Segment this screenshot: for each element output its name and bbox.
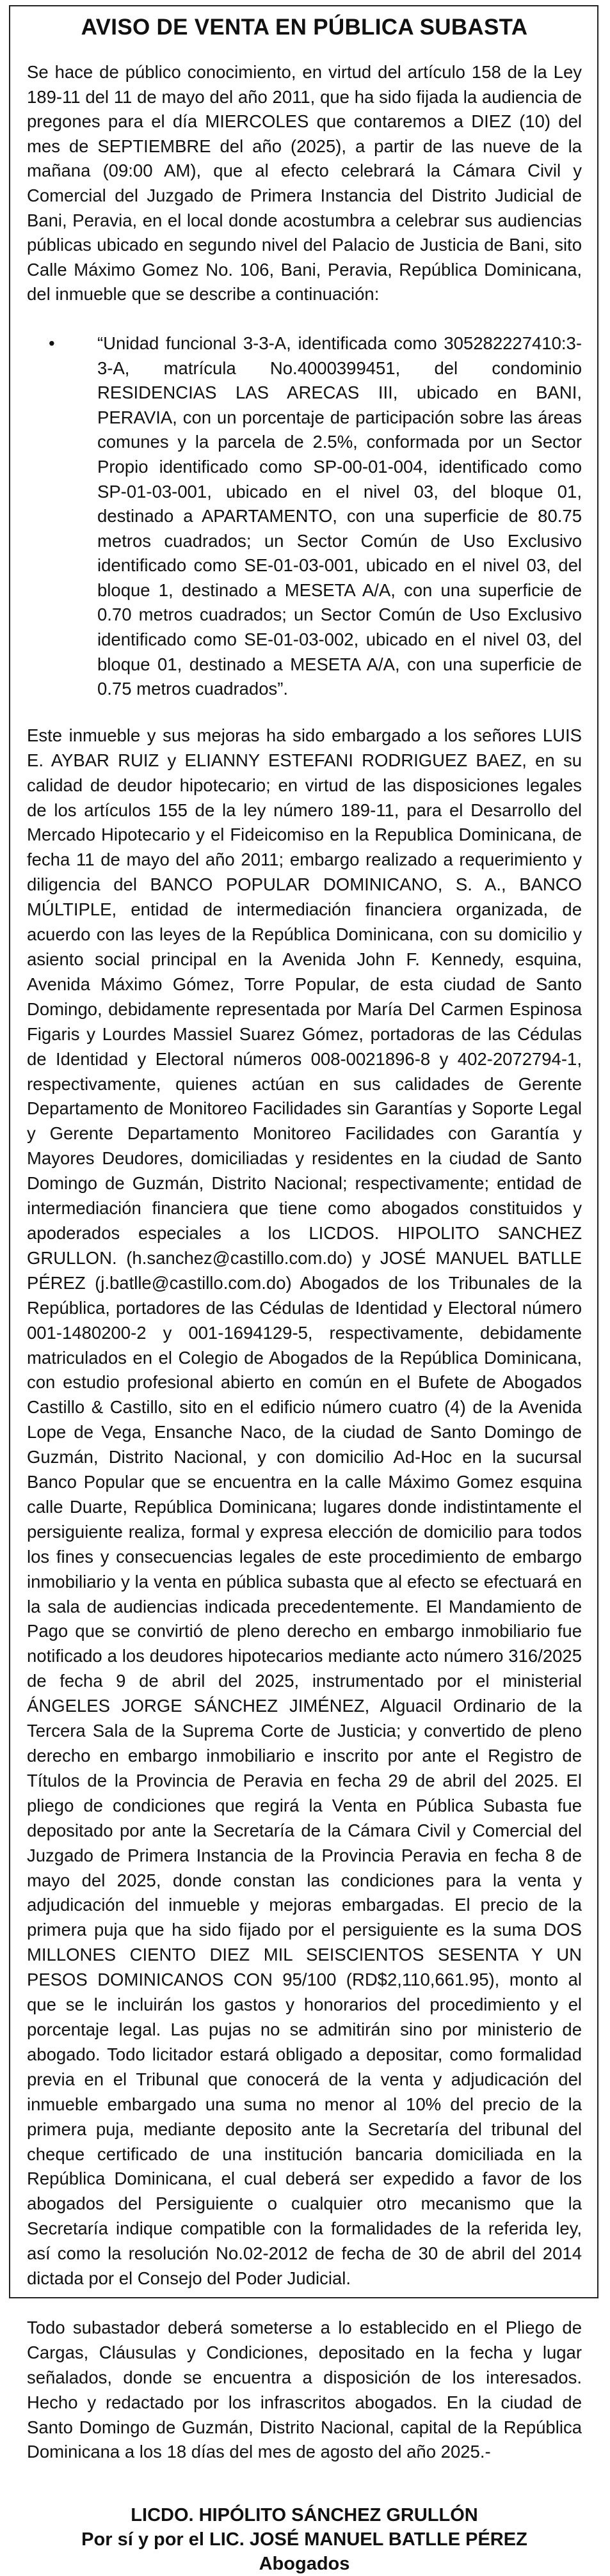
closing-paragraph: Todo subastador deberá someterse a lo establecido en el Pliego de Cargas, Cláusulas y Condiciones, depositado en la fecha y lugar señalados, donde se encuentra a disposición de los interesados. Hecho y redactado por los infrascritos abogados. En la ciudad de Santo Domingo de Guzmán, Distrito Nacional, capital de la República Dominicana a los 18 días del mes de agosto del año 2025.- [27,2317,582,2462]
signature-block [27,2503,582,2576]
property-description: “Unidad funcional 3-3-A, identificada como 305282227410:3-3-A, matrícula No.4000399451, del condominio RESIDENCIAS LAS ARECAS III, ubicado en BANI, PERAVIA, con un porcentaje de participación sobre las áreas comunes y la parcela de 2.5%, conformada por un Sector Propio identificado como SP-00-01-004, identificado como SP-01-03-001, ubicado en el nivel 03, del bloque 01, destinado a APARTAMENTO, con una superficie de 80.75 metros cuadrados; un Sector Común de Uso Exclusivo identificado como SE-01-03-001, ubicado en el nivel 03, del bloque 1, destinado a MESETA A/A, con una superficie de 0.70 metros cuadrados; un Sector Común de Uso Exclusivo identificado como SE-01-03-002, ubicado en el nivel 03, del bloque 01, destinado a MESETA A/A, con una superficie de 0.75 metros cuadrados”. [97,333,582,699]
property-description-item [27,331,582,702]
bullet-icon: • [49,333,55,353]
embargo-details-paragraph: Este inmueble y sus mejoras ha sido embargado a los señores LUIS E. AYBAR RUIZ y ELIANNY ESTEFANI RODRIGUEZ BAEZ, en su calidad de deudor hipotecario; en virtud de las disposiciones legales de los artículos 155 de la ley número 189-11, para el Desarrollo del Mercado Hipotecario y el Fideicomiso en la Republica Dominicana, de fecha 11 de mayo del año 2011; embargo realizado a requerimiento y diligencia del BANCO POPULAR DOMINICANO, S. A., BANCO MÚLTIPLE, entidad de intermediación financiera organizada, de acuerdo con las leyes de la República Dominicana, con su domicilio y asiento social principal en la Avenida John F. Kennedy, esquina, Avenida Máximo Gómez, Torre Popular, de esta ciudad de Santo Domingo, debidamente representada por María Del Carmen Espinosa Figaris y Lourdes Massiel Suarez Gómez, portadoras de las Cédulas de Identidad y Electoral números 008-0021896-8 y 402-2072794-1, respectivamente, quienes actúan en sus calidades de Gerente Departamento de Monitoreo Facilidades sin Garantías y Soporte Legal y Gerente Departamento Monitoreo Facilidades con Garantía y Mayores Deudores, domiciliadas y residentes en la ciudad de Santo Domingo de Guzmán, Distrito Nacional; respectivamente; entidad de intermediación financiera que tiene como abogados constituidos y apoderados especiales a los LICDOS. HIPOLITO SANCHEZ GRULLON. (h.sanchez@castillo.com.do) y JOSÉ MANUEL BATLLE PÉREZ (j.batlle@castillo.com.do) Abogados de los Tribunales de la República, portadores de las Cédulas de Identidad y Electoral número 001-1480200-2 y 001-1694129-5, respectivamente, debidamente matriculados en el Colegio de Abogados de la República Dominicana, con estudio profesional abierto en común en el Bufete de Abogados Castillo & Castillo, sito en el edificio número cuatro (4) de la Avenida Lope de Vega, Ensanche Naco, de la ciudad de Santo Domingo de Guzmán, Distrito Nacional, y con domicilio Ad-Hoc en la sucursal Banco Popular que se encuentra en la calle Máximo Gomez esquina calle Duarte, República Dominicana; lugares donde indistintamente el persiguiente realiza, formal y expresa elección de domicilio para todos los fines y consecuencias legales de este procedimiento de embargo inmobiliario y la venta en pública subasta que al efecto se efectuará en la sala de audiencias indicada precedentemente. El Mandamiento de Pago que se convirtió de pleno derecho en embargo inmobiliario fue notificado a los deudores hipotecarios mediante acto número 316/2025 de fecha 9 de abril del 2025, instrumentado por el ministerial ÁNGELES JORGE SÁNCHEZ JIMÉNEZ, Alguacil Ordinario de la Tercera Sala de la Suprema Corte de Justicia; y convertido de pleno derecho en embargo inmobiliario e inscrito por ante el Registro de Títulos de la Provincia de Peravia en fecha 29 de abril del 2025. El pliego de condiciones que regirá la Venta en Pública Subasta fue depositado por ante la Secretaría de la Cámara Civil y Comercial del Juzgado de Primera Instancia de la Provincia Peravia en fecha 8 de mayo del 2025, donde constan las condiciones para la venta y adjudicación del inmueble y mejoras embargadas. El precio de la primera puja que ha sido fijado por el persiguiente es la suma DOS MILLONES CIENTO DIEZ MIL SEISCIENTOS SESENTA Y UN PESOS DOMINICANOS CON 95/100 (RD$2,110,661.95), monto al que se le incluirán los gastos y honorarios del procedimiento y el porcentaje legal. Las pujas no se admitirán sino por ministerio de abogado. Todo licitador estará obligado a depositar, como formalidad previa en el Tribunal que conocerá de la venta y adjudicación del inmueble embargado una suma no menor al 10% del precio de la primera puja, mediante deposito ante la Secretaría del tribunal del cheque certificado de una institución bancaria domiciliada en la República Dominicana, el cual deberá ser expedido a favor de los abogados del Persiguiente o cualquier otro mecanismo que la Secretaría indique compatible con la formalidades de la referida ley, así como la resolución No.02-2012 de fecha de 30 de abril del 2014 dictada por el Consejo del Poder Judicial. [27,725,582,2289]
signature-name: LICDO. HIPÓLITO SÁNCHEZ GRULLÓN [131,2505,478,2526]
intro-paragraph: Se hace de público conocimiento, en virtud del artículo 158 de la Ley 189-11 del 11 de mayo del año 2011, que ha sido fijada la audiencia de pregones para el día MIERCOLES que contaremos a DIEZ (10) del mes de SEPTIEMBRE del año (2025), a partir de las nueve de la mañana (09:00 AM), que al efecto celebrará la Cámara Civil y Comercial del Juzgado de Primera Instancia del Distrito Judicial de Bani, Peravia, en el local donde acostumbra a celebrar sus audiencias públicas ubicado en segundo nivel del Palacio de Justicia de Bani, sito Calle Máximo Gomez No. 106, Bani, Peravia, República Dominicana, del inmueble que se describe a continuación: [27,62,582,304]
signature-role: Abogados [259,2554,350,2575]
signature-cosigner: Por sí y por el LIC. JOSÉ MANUEL BATLLE PÉREZ [81,2529,527,2550]
legal-notice [9,5,598,2575]
notice-title: AVISO DE VENTA EN PÚBLICA SUBASTA [81,15,528,40]
